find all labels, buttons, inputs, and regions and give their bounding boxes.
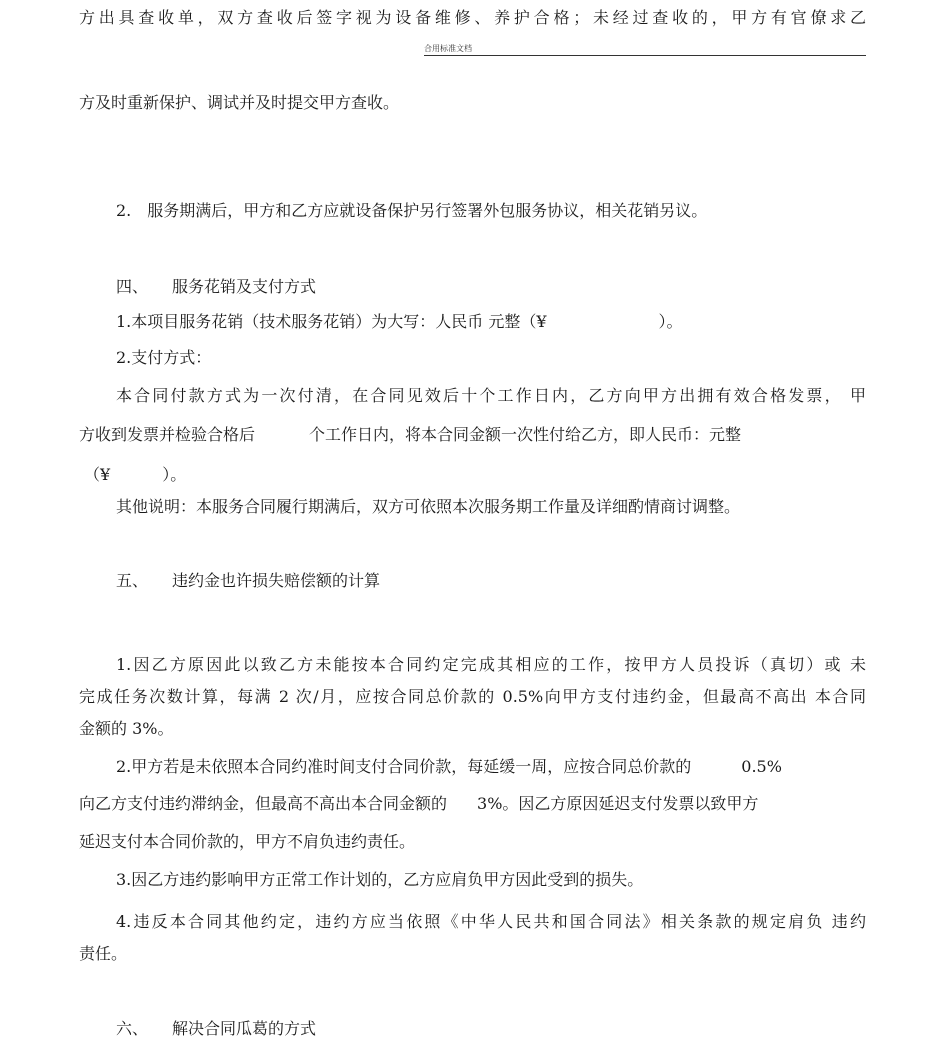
section-4-heading [116,277,866,297]
section-5-heading [116,571,866,591]
clause-text-line: 责任。 [79,944,128,963]
section-title: 违约金也许损失赔偿额的计算 [172,571,381,590]
clause-text: 向乙方支付违约滞纳金，但最高不高出本合同金额的 [79,794,448,813]
fee-amount-line [116,312,866,332]
section-6-heading [116,1019,866,1039]
clause-text-line: 1.因乙方原因此以致乙方未能按本合同约定完成其相应的工作，按甲方人员投诉（真切）或 未 [116,655,866,674]
page-header [424,46,866,56]
header-label: 合用标准文档 [424,44,472,53]
body-text-line: 方及时重新保护、调试并及时提交甲方查收。 [79,93,400,112]
section-number: 四、 [116,277,149,296]
clause-text: 2.甲方若是未依照本合同约准时间支付合同价款，每延缓一周，应按合同总价款的 [116,757,692,776]
clause-text-line [116,757,866,777]
clause-2-text: 2. 服务期满后，甲方和乙方应就设备保护另行签署外包服务协议，相关花销另议。 [116,201,708,220]
currency-close: ）。 [162,465,187,484]
section-number: 六、 [116,1019,149,1038]
fee-text: 1.本项目服务花销（技术服务花销）为大写：人民币 元整（¥ [116,312,547,331]
clause-text: 0.5% [741,757,782,776]
clause-text-line [79,794,866,814]
currency-open: （¥ [84,465,111,484]
clause-text-line: 4.违反本合同其他约定，违约方应当依照《中华人民共和国合同法》相关条款的规定肩负 违约 [116,912,866,931]
clause-text-line: 完成任务次数计算，每满 2 次/月，应按合同总价款的 0.5%向甲方支付违约金，但最高不高出 本合同 [79,687,866,706]
section-title: 解决合同瓜葛的方式 [172,1019,317,1038]
other-notes: 其他说明：本服务合同履行期满后，双方可依照本次服务期工作量及详细酌情商讨调整。 [116,497,741,516]
clause-text: 3%。因乙方原因延迟支付发票以致甲方 [477,794,759,813]
clause-text-line: 延迟支付本合同价款的，甲方不肩负违约责任。 [79,832,416,851]
payment-method-label: 2.支付方式： [116,348,212,367]
clause-text-line: 3.因乙方违约影响甲方正常工作计划的，乙方应肩负甲方因此受到的损失。 [116,870,644,889]
fee-text-end: ）。 [658,312,683,331]
payment-text: 个工作日内，将本合同金额一次性付给乙方，即人民币：元整 [309,425,742,444]
section-number: 五、 [116,571,149,590]
payment-amount-line [84,465,866,485]
section-title: 服务花销及支付方式 [172,277,317,296]
payment-paragraph-line: 本合同付款方式为一次付清，在合同见效后十个工作日内，乙方向甲方出拥有效合格发票， 甲 [116,386,866,405]
payment-paragraph-line [79,425,866,445]
payment-text: 方收到发票并检验合格后 [79,425,256,444]
body-text-line: 方出具查收单，双方查收后签字视为设备维修、养护合格；未经过查收的，甲方有官僚求乙 [79,8,866,27]
clause-text-line: 金额的 3%。 [79,719,174,738]
